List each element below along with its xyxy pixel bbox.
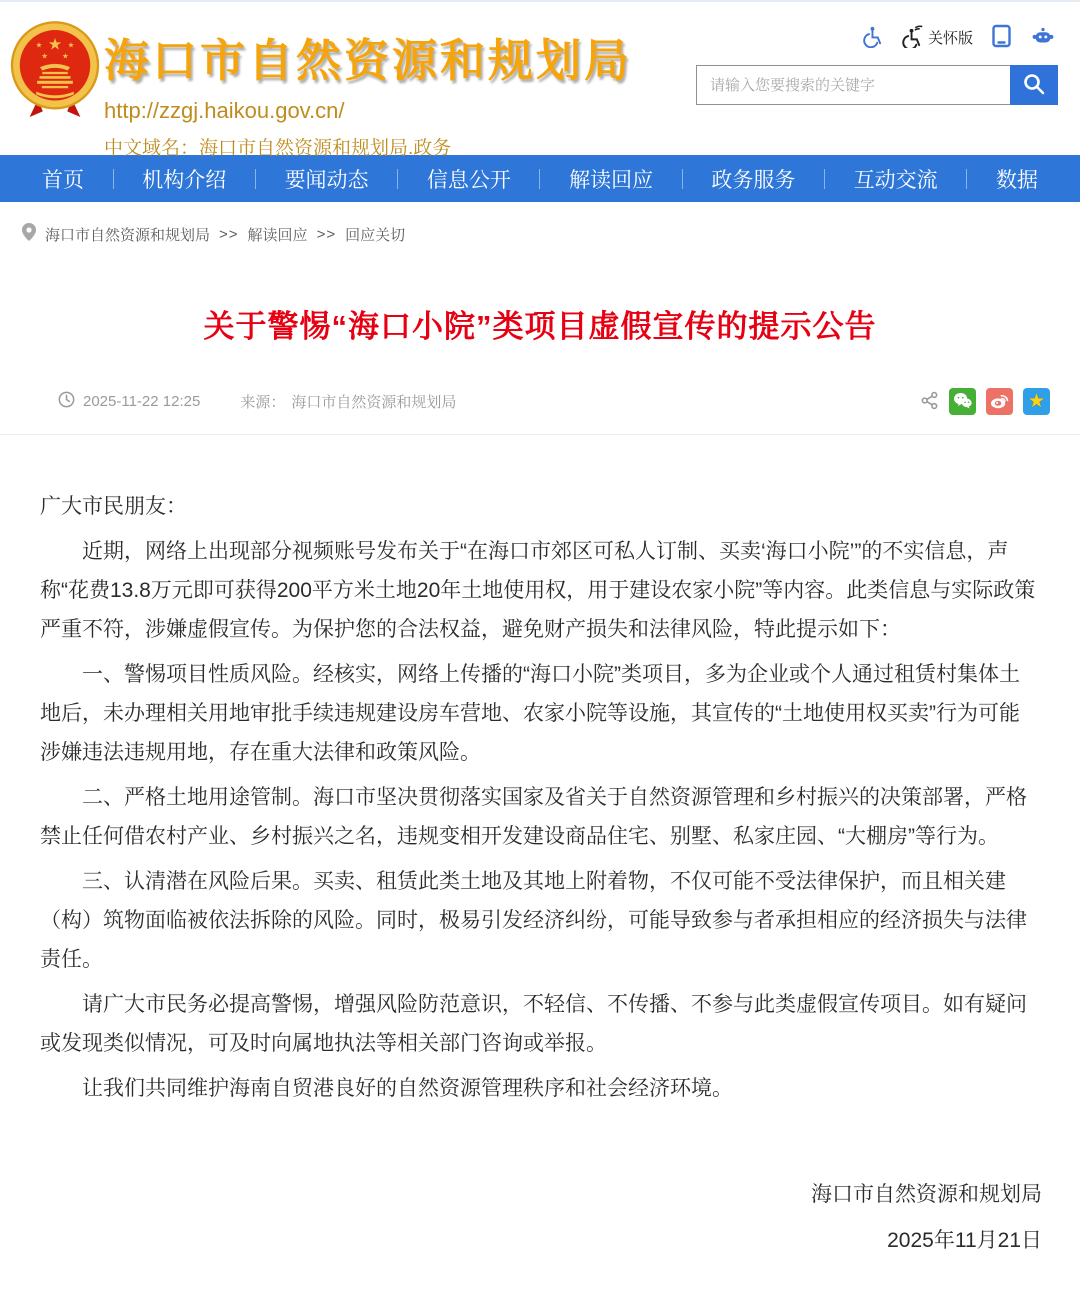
breadcrumb-item-1[interactable]: 解读回应 — [247, 226, 308, 244]
search-bar — [696, 65, 1058, 105]
wechat-icon — [953, 392, 972, 412]
share-icon — [920, 391, 939, 413]
site-title-block — [104, 24, 632, 160]
breadcrumb-separator: >> — [316, 225, 337, 243]
care-version-button[interactable] — [901, 25, 973, 51]
svg-text:★: ★ — [41, 51, 49, 61]
article-paragraph-3: 二、严格土地用途管制。海口市坚决贯彻落实国家及省关于自然资源管理和乡村振兴的决策部署，严格禁止任何借农村产业、乡村振兴之名，违规变相开发建设商品住宅、别墅、私家庄园、“大棚房”等行为。 — [40, 786, 1027, 848]
nav-item-7[interactable]: 数据 — [995, 168, 1038, 192]
weibo-share-button[interactable] — [986, 388, 1013, 415]
article-paragraph-6: 让我们共同维护海南自贸港良好的自然资源管理秩序和社会经济环境。 — [82, 1077, 733, 1100]
nav-separator — [682, 169, 683, 189]
source-label: 来源： — [240, 394, 286, 411]
clock-icon — [58, 391, 75, 412]
breadcrumb-separator: >> — [219, 225, 239, 243]
nav-item-3[interactable]: 信息公开 — [426, 168, 511, 192]
qzone-share-button[interactable] — [1023, 388, 1050, 415]
signature-block — [0, 1172, 1042, 1264]
nav-item-6[interactable]: 互动交流 — [853, 168, 938, 192]
svg-text:★: ★ — [47, 36, 63, 54]
care-version-label: 关怀版 — [927, 30, 973, 47]
signature-org: 海口市自然资源和规划局 — [811, 1183, 1042, 1206]
site-header — [0, 2, 1080, 159]
wheelchair-icon — [860, 25, 883, 51]
share-buttons — [920, 388, 1050, 415]
nav-item-0[interactable]: 首页 — [42, 168, 84, 192]
share-button[interactable] — [920, 391, 939, 413]
nav-separator — [397, 169, 398, 189]
article-paragraph-5: 请广大市民务必提高警惕，增强风险防范意识，不轻信、不传播、不参与此类虚假宣传项目。如有疑问或发现类似情况，可及时向属地执法等相关部门咨询或举报。 — [40, 993, 1027, 1055]
breadcrumb-item-2[interactable]: 回应关切 — [345, 226, 406, 244]
nav-item-4[interactable]: 解读回应 — [569, 168, 654, 192]
article-meta-row — [0, 388, 1080, 435]
site-title: 海口市自然资源和规划局 — [104, 35, 633, 86]
nav-separator — [113, 169, 114, 189]
search-button[interactable] — [1010, 65, 1058, 105]
care-wheelchair-icon — [901, 25, 924, 51]
nav-separator — [539, 169, 540, 189]
search-icon — [1022, 72, 1046, 99]
nav-menu — [0, 155, 1080, 202]
breadcrumb-item-0[interactable]: 海口市自然资源和规划局 — [45, 226, 211, 244]
article-body — [0, 459, 1080, 1108]
site-chinese-domain — [104, 133, 632, 160]
article-paragraph-4: 三、认清潜在风险后果。买卖、租赁此类土地及其地上附着物，不仅可能不受法律保护，而且相关建（构）筑物面临被依法拆除的风险。同时，极易引发经济纠纷，可能导致参与者承担相应的经济损失与法律责任。 — [40, 870, 1027, 971]
mobile-version-button[interactable] — [991, 24, 1012, 51]
publish-date: 2025-11-22 12:25 — [83, 393, 201, 410]
article-title: 关于警惕“海口小院”类项目虚假宣传的提示公告 — [203, 309, 877, 344]
svg-text:★: ★ — [61, 51, 69, 61]
article-paragraph-2: 一、警惕项目性质风险。经核实，网络上传播的“海口小院”类项目，多为企业或个人通过租赁村集体土地后，未办理相关用地审批手续违规建设房车营地、农家小院等设施，其宣传的“土地使用权买卖”行为可能涉嫌违法违规用地，存在重大法律和政策风险。 — [40, 663, 1020, 764]
source-value: 海口市自然资源和规划局 — [291, 394, 457, 411]
nav-item-5[interactable]: 政务服务 — [711, 168, 796, 192]
breadcrumb — [0, 202, 1080, 245]
svg-text:★: ★ — [35, 40, 43, 50]
weibo-icon — [990, 392, 1009, 412]
domain-value: 海口市自然资源和规划局.政务 — [199, 138, 452, 159]
svg-text:★: ★ — [67, 40, 75, 50]
nav-separator — [966, 169, 967, 189]
article-paragraph-0: 广大市民朋友： — [40, 495, 187, 518]
nav-item-1[interactable]: 机构介绍 — [142, 168, 227, 192]
mobile-icon — [991, 24, 1012, 51]
national-emblem-logo — [8, 18, 102, 122]
header-utility-icons — [860, 24, 1056, 51]
qzone-star-icon: ★ — [1027, 391, 1046, 412]
article-paragraph-1: 近期，网络上出现部分视频账号发布关于“在海口市郊区可私人订制、买卖‘海口小院’”的不实信息，声称“花费13.8万元即可获得200平方米土地20年土地使用权，用于建设农家小院”等内容。此类信息与实际政策严重不符，涉嫌虚假宣传。为保护您的合法权益，避免财产损失和法律风险，特此提示如下： — [40, 540, 1036, 641]
site-url[interactable]: http://zzgj.haikou.gov.cn/ — [104, 98, 345, 123]
robot-assistant-button[interactable] — [1030, 25, 1056, 50]
signature-date: 2025年11月21日 — [887, 1229, 1042, 1252]
breadcrumb-trail — [45, 224, 405, 245]
nav-separator — [824, 169, 825, 189]
robot-icon — [1030, 25, 1056, 50]
wechat-share-button[interactable] — [949, 388, 976, 415]
domain-label: 中文域名： — [104, 138, 200, 159]
search-input[interactable] — [696, 65, 1010, 105]
location-pin-icon — [22, 223, 36, 245]
nav-item-2[interactable]: 要闻动态 — [284, 168, 369, 192]
accessibility-button[interactable] — [860, 25, 883, 51]
nav-separator — [255, 169, 256, 189]
